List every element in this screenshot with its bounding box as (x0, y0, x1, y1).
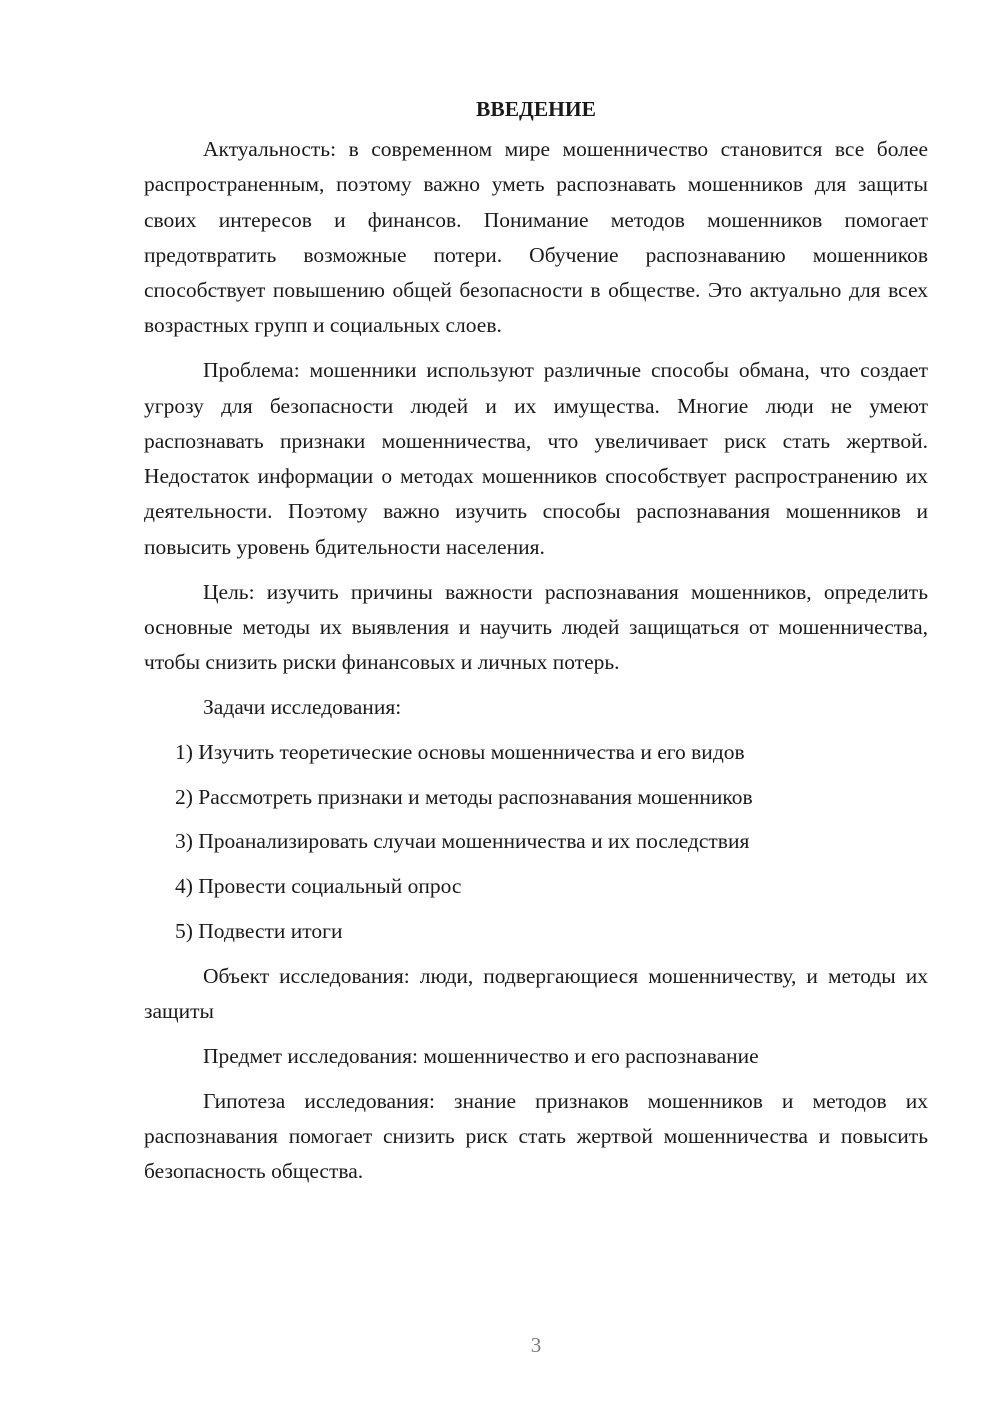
paragraph-goal: Цель: изучить причины важности распознавания мошенников, определить основные методы их выявления и научить людей защищаться от мошенничества, чтобы снизить риски финансовых и личных потерь. (144, 579, 928, 675)
paragraph-hypothesis: Гипотеза исследования: знание признаков мошенников и методов их распознавания помогает снизить риск стать жертвой мошенничества и повысить безопасность общества. (144, 1088, 928, 1184)
section-title: ВВЕДЕНИЕ (476, 97, 596, 121)
paragraph-subject: Предмет исследования: мошенничество и его распознавание (203, 1043, 759, 1068)
list-item: 4) Провести социальный опрос (175, 874, 462, 899)
list-item: 5) Подвести итоги (175, 918, 343, 943)
paragraph-problem: Проблема: мошенники используют различные способы обмана, что создает угрозу для безопасности людей и их имущества. Многие люди не умеют распознавать признаки мошенничества, что увеличивает риск стать жертвой. Недостаток информации о методах мошенников способствует распространению их деятельности. Поэтому важно изучить способы распознавания мошенников и повысить уровень бдительности населения. (144, 358, 928, 559)
paragraph-object: Объект исследования: люди, подвергающиеся мошенничеству, и методы их защиты (144, 963, 928, 1024)
paragraph-relevance: Актуальность: в современном мире мошенничество становится все более распространенным, поэтому важно уметь распознавать мошенников для защиты своих интересов и финансов. Понимание методов мошенников помогает предотвратить возможные потери. Обучение распознаванию мошенников способствует повышению общей безопасности в обществе. Это актуально для всех возрастных групп и социальных слоев. (144, 137, 928, 338)
paragraph-tasks-heading: Задачи исследования: (203, 694, 402, 719)
list-item: 3) Проанализировать случаи мошенничества и их последствия (175, 829, 750, 854)
page-number: 3 (530, 1333, 542, 1357)
document-page (144, 92, 928, 1199)
list-item: 1) Изучить теоретические основы мошенничества и его видов (175, 739, 745, 764)
list-item: 2) Рассмотреть признаки и методы распознавания мошенников (175, 784, 753, 809)
task-list (144, 735, 928, 949)
